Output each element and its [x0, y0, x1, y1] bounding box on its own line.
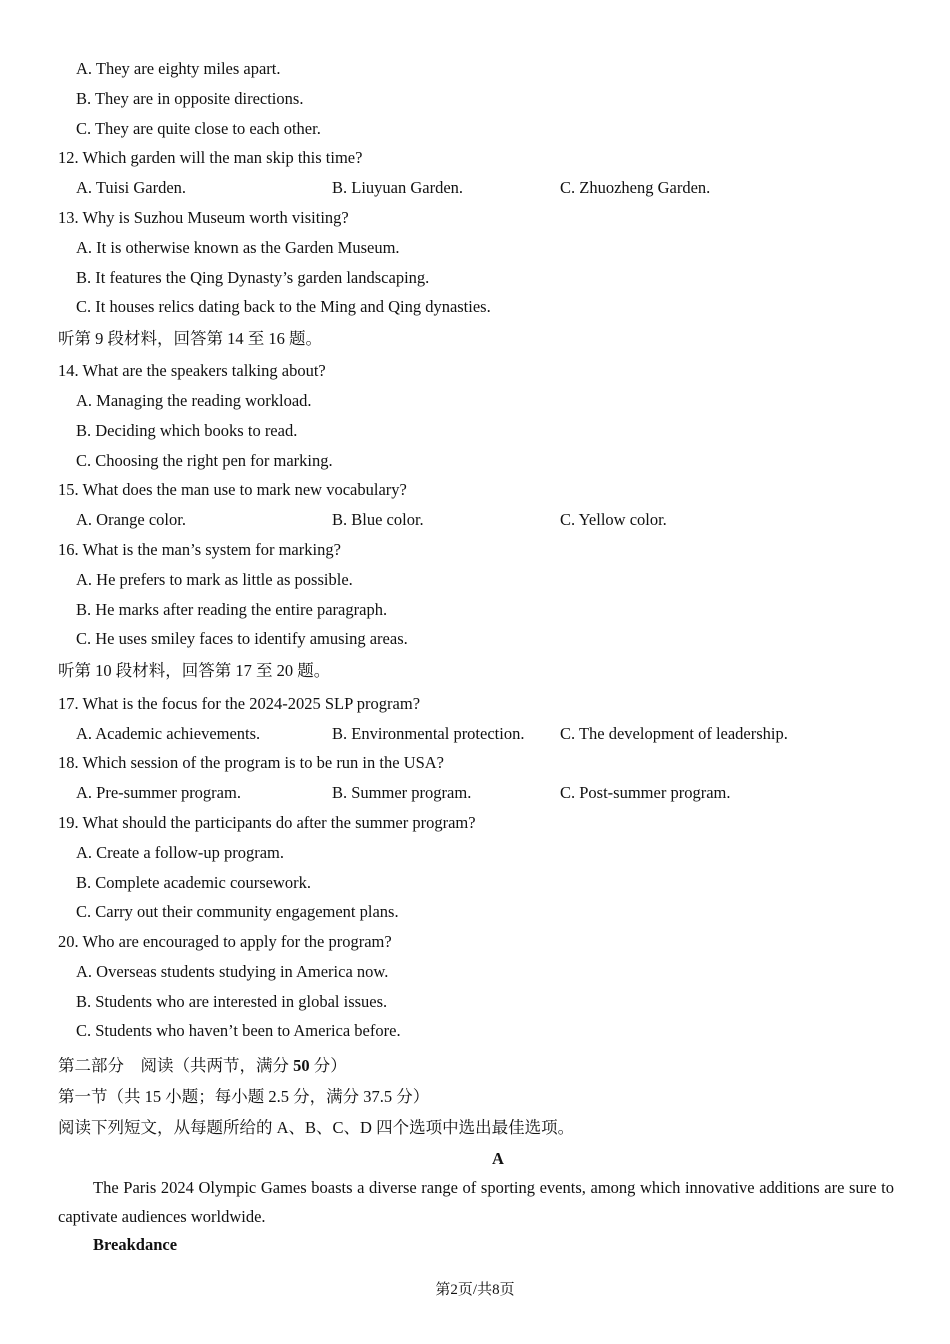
part-2-score: 50 [293, 1056, 310, 1075]
part-2-suffix: 分） [309, 1056, 347, 1075]
q14-option-c: C. Choosing the right pen for marking. [76, 451, 333, 470]
passage-label: A [492, 1149, 504, 1168]
q20-stem: 20. Who are encouraged to apply for the program? [58, 932, 392, 951]
q18-stem: 18. Which session of the program is to be run in the USA? [58, 753, 445, 772]
q16-option-a: A. He prefers to mark as little as possible. [76, 570, 353, 589]
q15-stem: 15. What does the man use to mark new vocabulary? [58, 480, 407, 499]
q19-option-a: A. Create a follow-up program. [76, 843, 285, 862]
section-10-instruction: 听第 10 段材料，回答第 17 至 20 题。 [58, 661, 331, 680]
section-1-heading: 第一节（共 15 小题；每小题 2.5 分，满分 37.5 分） [58, 1087, 430, 1106]
q20-option-a: A. Overseas students studying in America now. [76, 962, 389, 981]
q13-option-a: A. It is otherwise known as the Garden Museum. [76, 238, 400, 257]
q18-option-a: A. Pre-summer program. [76, 783, 241, 802]
page-footer: 第2页/共8页 [435, 1282, 515, 1298]
q20-option-c: C. Students who haven’t been to America before. [76, 1021, 401, 1040]
q13-stem: 13. Why is Suzhou Museum worth visiting? [58, 208, 349, 227]
q12-option-b: B. Liuyuan Garden. [332, 178, 464, 197]
q11-option-c: C. They are quite close to each other. [76, 119, 321, 138]
q15-option-b: B. Blue color. [332, 510, 424, 529]
reading-instruction: 阅读下列短文，从每题所给的 A、B、C、D 四个选项中选出最佳选项。 [58, 1118, 575, 1137]
q15-option-a: A. Orange color. [76, 510, 186, 529]
q14-option-b: B. Deciding which books to read. [76, 421, 298, 440]
section-9-instruction: 听第 9 段材料，回答第 14 至 16 题。 [58, 329, 322, 348]
q17-option-a: A. Academic achievements. [76, 724, 261, 743]
q16-option-b: B. He marks after reading the entire paragraph. [76, 600, 388, 619]
q14-option-a: A. Managing the reading workload. [76, 391, 312, 410]
q14-stem: 14. What are the speakers talking about? [58, 361, 326, 380]
q19-option-c: C. Carry out their community engagement plans. [76, 902, 399, 921]
q19-option-b: B. Complete academic coursework. [76, 873, 312, 892]
q16-option-c: C. He uses smiley faces to identify amusing areas. [76, 629, 408, 648]
q18-option-b: B. Summer program. [332, 783, 472, 802]
q18-option-c: C. Post-summer program. [560, 783, 731, 802]
q13-option-b: B. It features the Qing Dynasty’s garden landscaping. [76, 268, 430, 287]
q11-option-b: B. They are in opposite directions. [76, 89, 304, 108]
q20-option-b: B. Students who are interested in global issues. [76, 992, 388, 1011]
q16-stem: 16. What is the man’s system for marking? [58, 540, 341, 559]
part-2-prefix: 第二部分 阅读（共两节，满分 [58, 1056, 294, 1075]
q13-option-c: C. It houses relics dating back to the Ming and Qing dynasties. [76, 297, 491, 316]
passage-subheading: Breakdance [93, 1235, 178, 1254]
q19-stem: 19. What should the participants do after the summer program? [58, 813, 476, 832]
q12-stem: 12. Which garden will the man skip this time? [58, 148, 363, 167]
q17-option-b: B. Environmental protection. [332, 724, 525, 743]
q17-option-c: C. The development of leadership. [560, 724, 788, 743]
q17-stem: 17. What is the focus for the 2024-2025 SLP program? [58, 694, 421, 713]
q15-option-c: C. Yellow color. [560, 510, 667, 529]
q11-option-a: A. They are eighty miles apart. [76, 59, 281, 78]
q12-option-a: A. Tuisi Garden. [76, 178, 187, 197]
part-2-heading [58, 1056, 347, 1076]
q12-option-c: C. Zhuozheng Garden. [560, 178, 711, 197]
passage-intro: The Paris 2024 Olympic Games boasts a diverse range of sporting events, among which innovative additions are sure to captivate audiences worldwide. [58, 1178, 894, 1226]
